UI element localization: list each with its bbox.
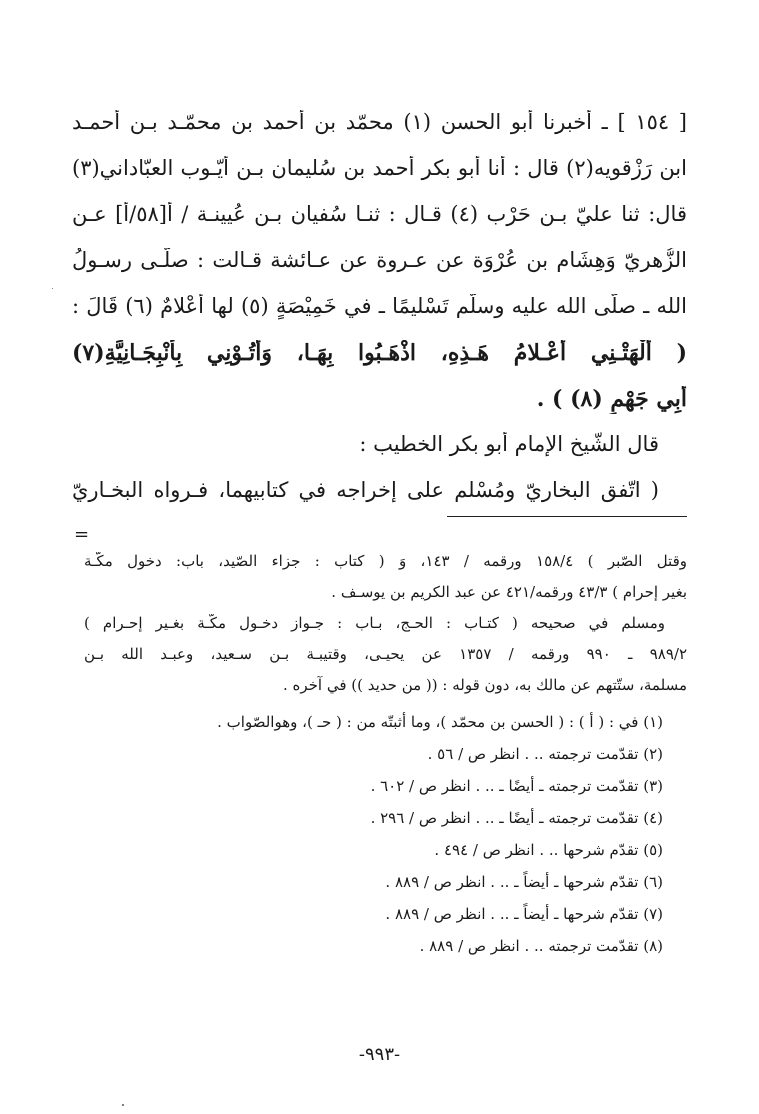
main-text-line: الزُّهريّ وَهِشَام بن عُرْوَة عن عـروة عن عـائشة قـالت : صلّـى رسـولُ: [72, 248, 687, 272]
footnote-continuation-line: ٩٨٩/٢ ـ ٩٩٠ ورقمه / ١٣٥٧ عن يحيـى، وقتيبـة بـن سـعيد، وعبـد الله بـن: [84, 645, 687, 663]
footnote-item: (١) في : ( أ ) : ( الحسن بن محمّد )، وما أثبتّه من : ( حـ )، وهوالصّواب .: [217, 713, 663, 731]
hadith-header-line: [ ١٥٤ ] ـ أخبرنا أبو الحسن (١) محمّد بن أحمد بن محمّـد بـن أحمـد: [72, 110, 687, 134]
footnote-continuation-line: بغير إحرام ) ٤٣/٣ ورقمه/٤٢١ عن عبد الكريم بن يوسـف .: [331, 583, 687, 601]
hadith-matn-line: أَبِي جَهْمٍ (٨) ) .: [536, 386, 687, 412]
footnote-item: (٧) تقدّم شرحها ـ أيضاً ـ .. . انظر ص / ٨٨٩ .: [385, 905, 663, 923]
footnote-divider: [447, 516, 687, 517]
footnote-item: (٦) تقدّم شرحها ـ أيضاً ـ .. . انظر ص / ٨٨٩ .: [385, 873, 663, 891]
hadith-matn-line: ( أَلْهَتْـنِي أَعْـلامُ هَـذِهِ، اذْهَـبُوا بِهَـا، وَأْتُـوْنِي بِأَنْبِجَـانِيَّةِ(٧): [72, 340, 687, 366]
footnote-item: (٤) تقدّمت ترجمته ـ أيضًا ـ .. . انظر ص / ٢٩٦ .: [370, 809, 663, 827]
main-text-line: ابن رَزْقويه(٢) قال : أنا أبو بكر أحمد بن سُليمان بـن أيّـوب العبّاداني(٣): [72, 156, 687, 180]
footnote-item: (٣) تقدّمت ترجمته ـ أيضًا ـ .. . انظر ص / ٦٠٢ .: [370, 777, 663, 795]
footnote-continuation-line: وقتل الصّبر ) ١٥٨/٤ ورقمه / ١٤٣، وَ ( كتاب : جزاء الصّيد، باب: دخول مكّـة: [84, 552, 687, 570]
page-number: -٩٩٣-: [358, 1044, 401, 1065]
scan-speck: [122, 1104, 124, 1106]
footnote-continuation-line: ومسلم في صحيحه ( كتـاب : الحـج، بـاب : جـواز دخـول مكّـة بغـير إحـرام ): [84, 614, 665, 632]
continuation-mark: =: [74, 524, 90, 545]
scan-speck: [52, 288, 53, 289]
main-text: [72, 110, 687, 524]
footnote-item: (٥) تقدّم شرحها .. . انظر ص / ٤٩٤ .: [434, 841, 663, 859]
main-text-line: الله ـ صلّى الله عليه وسلّم تَسْليمًا ـ في خَمِيْصَةٍ (٥) لها أعْلامٌ (٦) قَالَ :: [72, 294, 687, 318]
commentary-line: ( اتّفق البخاريّ ومُسْلم على إخراجه في كتابيهما، فـرواه البخـاريّ: [72, 478, 659, 502]
main-text-line: قال: ثنا عليّ بـن حَرْب (٤) قـال : ثنـا سُفيان بـن عُيينـة / أ[٥٨/أ] عـن: [72, 202, 687, 226]
footnote-continuation-line: مسلمة، ستّتهم عن مالك به، دون قوله : (( من حديد )) في آخره .: [282, 676, 687, 694]
commentary-heading: قال الشّيخ الإمام أبو بكر الخطيب :: [359, 432, 659, 456]
footnote-item: (٨) تقدّمت ترجمته .. . انظر ص / ٨٨٩ .: [419, 937, 663, 955]
footnotes-section: [84, 552, 687, 969]
footnote-item: (٢) تقدّمت ترجمته .. . انظر ص / ٥٦ .: [427, 745, 663, 763]
